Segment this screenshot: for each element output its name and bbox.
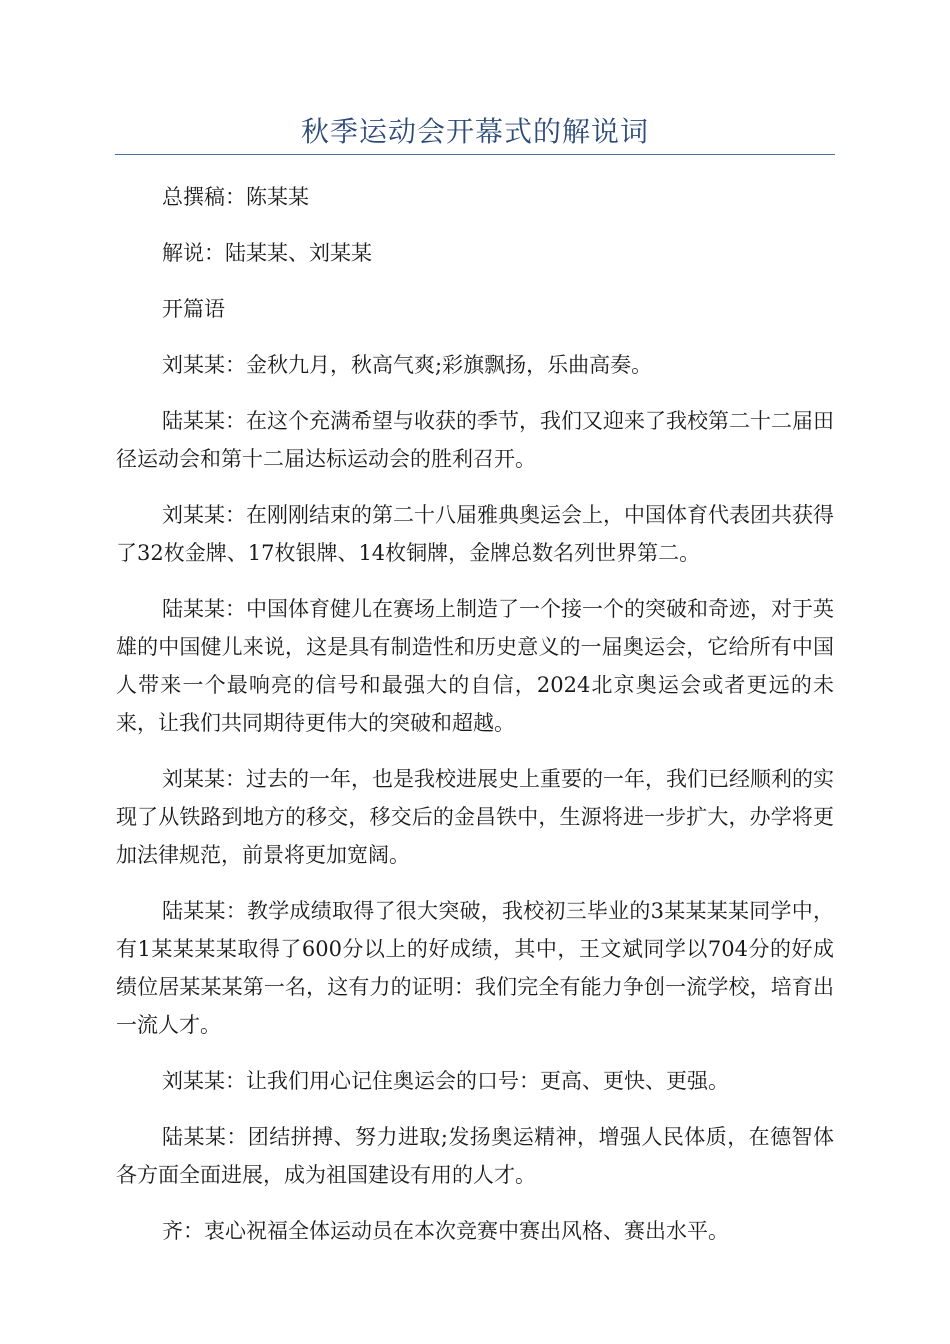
title-underline <box>115 154 835 155</box>
paragraph: 刘某某：在刚刚结束的第二十八届雅典奥运会上，中国体育代表团共获得了32枚金牌、17枚银牌、14枚铜牌，金牌总数名列世界第二。 <box>116 503 834 565</box>
paragraph: 陆某某：中国体育健儿在赛场上制造了一个接一个的突破和奇迹，对于英雄的中国健儿来说，这是具有制造性和历史意义的一届奥运会，它给所有中国人带来一个最响亮的信号和最强大的自信，2024北京奥运会或者更远的未来，让我们共同期待更伟大的突破和超越。 <box>116 597 834 735</box>
paragraph: 刘某某：过去的一年，也是我校进展史上重要的一年，我们已经顺利的实现了从铁路到地方的移交，移交后的金昌铁中，生源将进一步扩大，办学将更加法律规范，前景将更加宽阔。 <box>116 767 834 867</box>
document-body <box>116 178 834 1268</box>
document-title: 秋季运动会开幕式的解说词 <box>300 115 649 148</box>
paragraph: 陆某某：团结拼搏、努力进取;发扬奥运精神，增强人民体质，在德智体各方面全面进展，成为祖国建设有用的人才。 <box>116 1125 834 1187</box>
paragraph: 刘某某：让我们用心记住奥运会的口号：更高、更快、更强。 <box>162 1069 729 1093</box>
paragraph-commentators: 解说：陆某某、刘某某 <box>162 241 372 265</box>
paragraph: 齐：衷心祝福全体运动员在本次竞赛中赛出风格、赛出水平。 <box>162 1219 729 1243</box>
paragraph: 陆某某：在这个充满希望与收获的季节，我们又迎来了我校第二十二届田径运动会和第十二届达标运动会的胜利召开。 <box>116 409 834 471</box>
paragraph-author: 总撰稿：陈某某 <box>162 185 309 209</box>
paragraph: 刘某某：金秋九月，秋高气爽;彩旗飘扬，乐曲高奏。 <box>162 353 653 377</box>
paragraph: 陆某某：教学成绩取得了很大突破，我校初三毕业的3某某某某同学中，有1某某某某取得了600分以上的好成绩，其中，王文斌同学以704分的好成绩位居某某某第一名，这有力的证明：我们完全有能力争创一流学校，培育出一流人才。 <box>116 899 834 1037</box>
paragraph-opening-heading: 开篇语 <box>162 297 225 321</box>
